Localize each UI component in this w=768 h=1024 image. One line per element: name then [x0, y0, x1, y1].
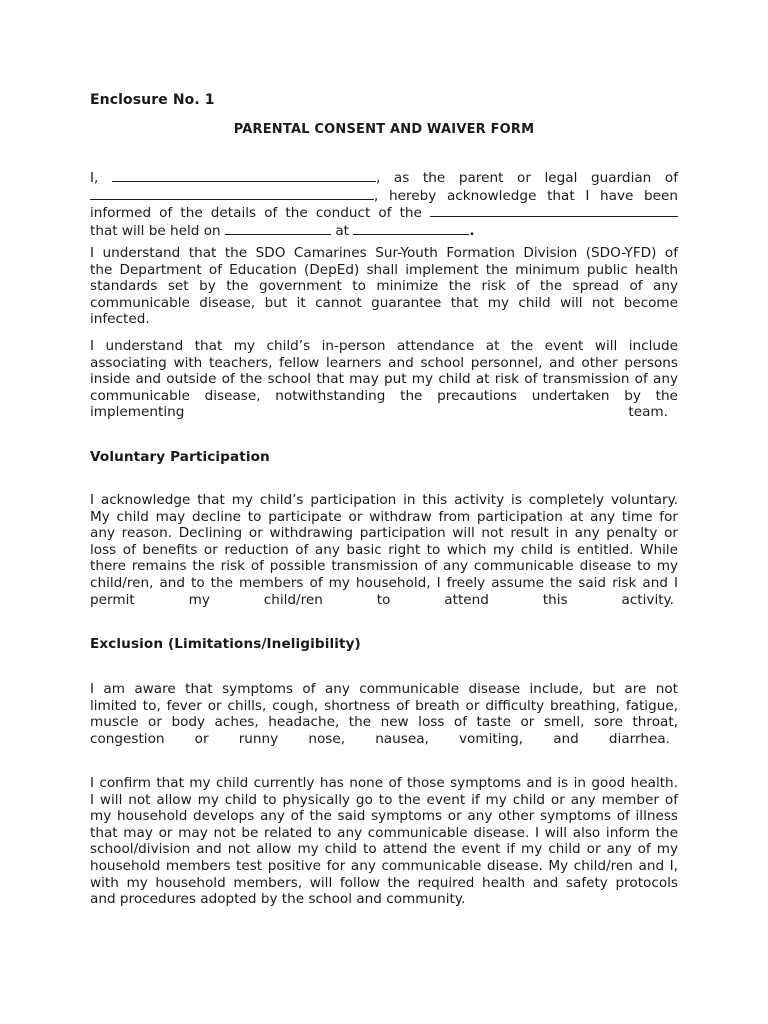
voluntary-line: child/ren, and to the members of my household, I freely assume the said risk and I: [90, 574, 678, 591]
guardian-name-blank[interactable]: [112, 169, 376, 182]
voluntary-paragraph: [90, 492, 678, 608]
sdo-line: I understand that the SDO Camarines Sur-Youth Formation Division (SDO-YFD) of: [90, 245, 678, 261]
confirm-line: school/division and not allow my child to attend the event if my child or any of my: [90, 841, 678, 858]
event-venue-blank[interactable]: [353, 222, 469, 235]
intro-line-4: [90, 222, 678, 240]
voluntary-line: permit my child/ren to attend this activity.: [90, 591, 674, 608]
intro-line-2: [90, 187, 678, 205]
voluntary-line: I acknowledge that my child’s participation in this activity is completely voluntary.: [90, 492, 678, 508]
sdo-line: standards set by the government to minimize the risk of the spread of any: [90, 278, 678, 295]
sdo-line: the Department of Education (DepEd) shall implement the minimum public health: [90, 261, 678, 278]
sdo-line: communicable disease, but it cannot guarantee that my child will not become: [90, 294, 678, 311]
attendance-line: implementing team.: [90, 404, 668, 421]
intro-text: at: [335, 222, 349, 239]
confirm-line: with my household members, will follow the required health and safety protocols: [90, 874, 678, 891]
form-title: PARENTAL CONSENT AND WAIVER FORM: [233, 122, 535, 137]
sdo-line: infected.: [90, 311, 150, 328]
intro-text: I,: [90, 170, 99, 186]
intro-text: .: [469, 222, 475, 239]
intro-paragraph: [90, 169, 678, 239]
confirm-line: I confirm that my child currently has none of those symptoms and is in good health.: [90, 775, 678, 791]
event-name-blank[interactable]: [430, 204, 678, 217]
symptoms-line: limited to, fever or chills, cough, shortness of breath or difficulty breathing, fatigue,: [90, 697, 678, 714]
enclosure-label: Enclosure No. 1: [90, 92, 215, 108]
intro-text: , as the parent or legal guardian of: [375, 170, 678, 186]
exclusion-heading: Exclusion (Limitations/Ineligibility): [90, 636, 361, 652]
attendance-paragraph: [90, 338, 678, 421]
intro-line-1: [90, 169, 678, 187]
confirm-line: I will not allow my child to physically go to the event if my child or any member of: [90, 791, 678, 808]
confirm-paragraph: [90, 775, 678, 908]
child-name-blank[interactable]: [90, 187, 374, 200]
intro-text: informed of the details of the conduct of the: [90, 205, 422, 222]
symptoms-line: congestion or runny nose, nausea, vomiting, and diarrhea.: [90, 730, 670, 747]
sdo-paragraph: [90, 245, 678, 328]
attendance-line: communicable disease, notwithstanding the precautions undertaken by the: [90, 387, 678, 404]
voluntary-line: loss of benefits or reduction of any basic right to which my child is entitled. While: [90, 541, 678, 558]
intro-text: , hereby acknowledge that I have been: [374, 187, 678, 204]
confirm-line: and procedures adopted by the school and community.: [90, 891, 466, 908]
confirm-line: my household develops any of the said symptoms or any other symptoms of illness: [90, 808, 678, 825]
voluntary-line: there remains the risk of possible transmission of any communicable disease to my: [90, 558, 678, 575]
confirm-line: household members test positive for any communicable disease. My child/ren and I,: [90, 857, 678, 874]
intro-line-3: [90, 204, 678, 222]
voluntary-line: My child may decline to participate or withdraw from participation at any time for: [90, 508, 678, 525]
symptoms-paragraph: [90, 681, 678, 747]
attendance-line: inside and outside of the school that may put my child at risk of transmission of any: [90, 371, 678, 388]
symptoms-line: muscle or body aches, headache, the new loss of taste or smell, sore throat,: [90, 714, 678, 731]
confirm-line: that may or may not be related to any communicable disease. I will also inform the: [90, 824, 678, 841]
attendance-line: I understand that my child’s in-person attendance at the event will include: [90, 338, 678, 354]
attendance-line: associating with teachers, fellow learners and school personnel, and other persons: [90, 354, 678, 371]
voluntary-line: any reason. Declining or withdrawing participation will not result in any penalty or: [90, 525, 678, 542]
symptoms-line: I am aware that symptoms of any communicable disease include, but are not: [90, 681, 678, 697]
event-date-blank[interactable]: [225, 222, 331, 235]
voluntary-heading: Voluntary Participation: [90, 449, 270, 465]
intro-text: that will be held on: [90, 222, 221, 239]
